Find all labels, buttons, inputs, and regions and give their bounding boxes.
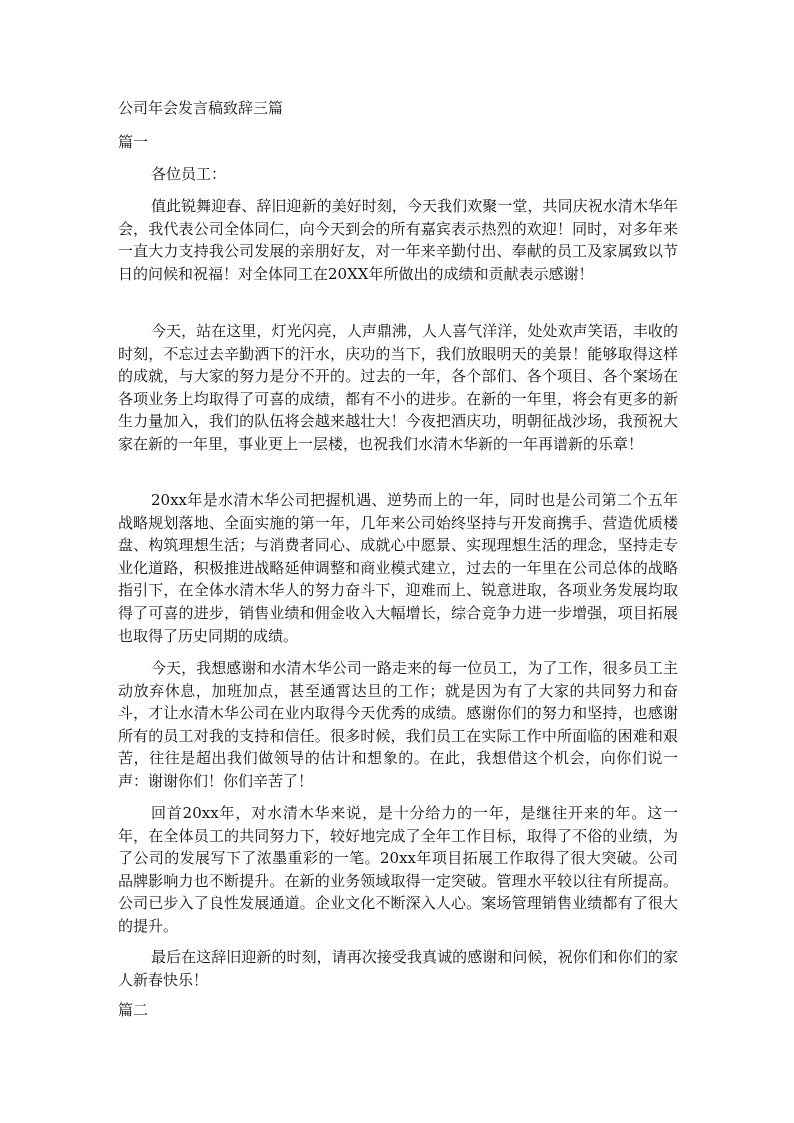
paragraph-2: 今天，站在这里，灯光闪亮，人声鼎沸，人人喜气洋洋，处处欢声笑语，丰收的时刻，不忘过去辛勤洒下的汗水，庆功的当下，我们放眼明天的美景！能够取得这样的成就，与大家的努力是分不开的。过去的一年，各个部们、各个项目、各个案场在各项业务上均取得了可喜的成绩，都有不小的进步。在新的一年里，将会有更多的新生力量加入，我们的队伍将会越来越壮大！今夜把酒庆功，明朝征战沙场，我预祝大家在新的一年里，事业更上一层楼，也祝我们水清木华新的一年再谱新的乐章！ bbox=[118, 322, 678, 453]
paragraph-6: 最后在这辞旧迎新的时刻，请再次接受我真诚的感谢和问候，祝你们和你们的家人新春快乐！ bbox=[118, 948, 678, 989]
section-heading-2: 篇二 bbox=[118, 1001, 149, 1019]
paragraph-1: 值此锐舞迎春、辞旧迎新的美好时刻，今天我们欢聚一堂，共同庆祝水清木华年会，我代表公司全体同仁，向今天到会的所有嘉宾表示热烈的欢迎！同时，对多年来一直大力支持我公司发展的亲朋好友，对一年来辛勤付出、奉献的员工及家属致以节日的问候和祝福！对全体同工在20XX年所做出的成绩和贡献表示感谢！ bbox=[118, 197, 678, 283]
paragraph-5: 回首20xx年，对水清木华来说，是十分给力的一年，是继往开来的年。这一年，在全体员工的共同努力下，较好地完成了全年工作目标，取得了不俗的业绩，为了公司的发展写下了浓墨重彩的一笔。20xx年项目拓展工作取得了很大突破。公司品牌影响力也不断提升。在新的业务领域取得一定突破。管理水平较以往有所提高。公司已步入了良性发展通道。企业文化不断深入人心。案场管理销售业绩都有了很大的提升。 bbox=[118, 804, 678, 935]
section-heading-1: 篇一 bbox=[118, 133, 149, 151]
greeting: 各位员工： bbox=[151, 165, 227, 183]
paragraph-3: 20xx年是水清木华公司把握机遇、逆势而上的一年，同时也是公司第二个五年战略规划落地、全面实施的第一年，几年来公司始终坚持与开发商携手、营造优质楼盘、构筑理想生活；与消费者同心、成就心中愿景、实现理想生活的理念，坚持走专业化道路，积极推进战略延伸调整和商业模式建立，过去的一年里在公司总体的战略指引下，在全体水清木华人的努力奋斗下，迎难而上、锐意进取，各项业务发展均取得了可喜的进步，销售业绩和佣金收入大幅增长，综合竞争力进一步增强，项目拓展也取得了历史同期的成绩。 bbox=[118, 491, 678, 645]
document-title: 公司年会发言稿致辞三篇 bbox=[118, 99, 284, 117]
paragraph-4: 今天，我想感谢和水清木华公司一路走来的每一位员工，为了工作，很多员工主动放弃休息，加班加点，甚至通霄达旦的工作；就是因为有了大家的共同努力和奋斗，才让水清木华公司在业内取得今天优秀的成绩。感谢你们的努力和坚持，也感谢所有的员工对我的支持和信任。很多时候，我们员工在实际工作中所面临的困难和艰苦，往往是超出我们做领导的估计和想象的。在此，我想借这个机会，向你们说一声：谢谢你们！你们辛苦了！ bbox=[118, 659, 678, 790]
